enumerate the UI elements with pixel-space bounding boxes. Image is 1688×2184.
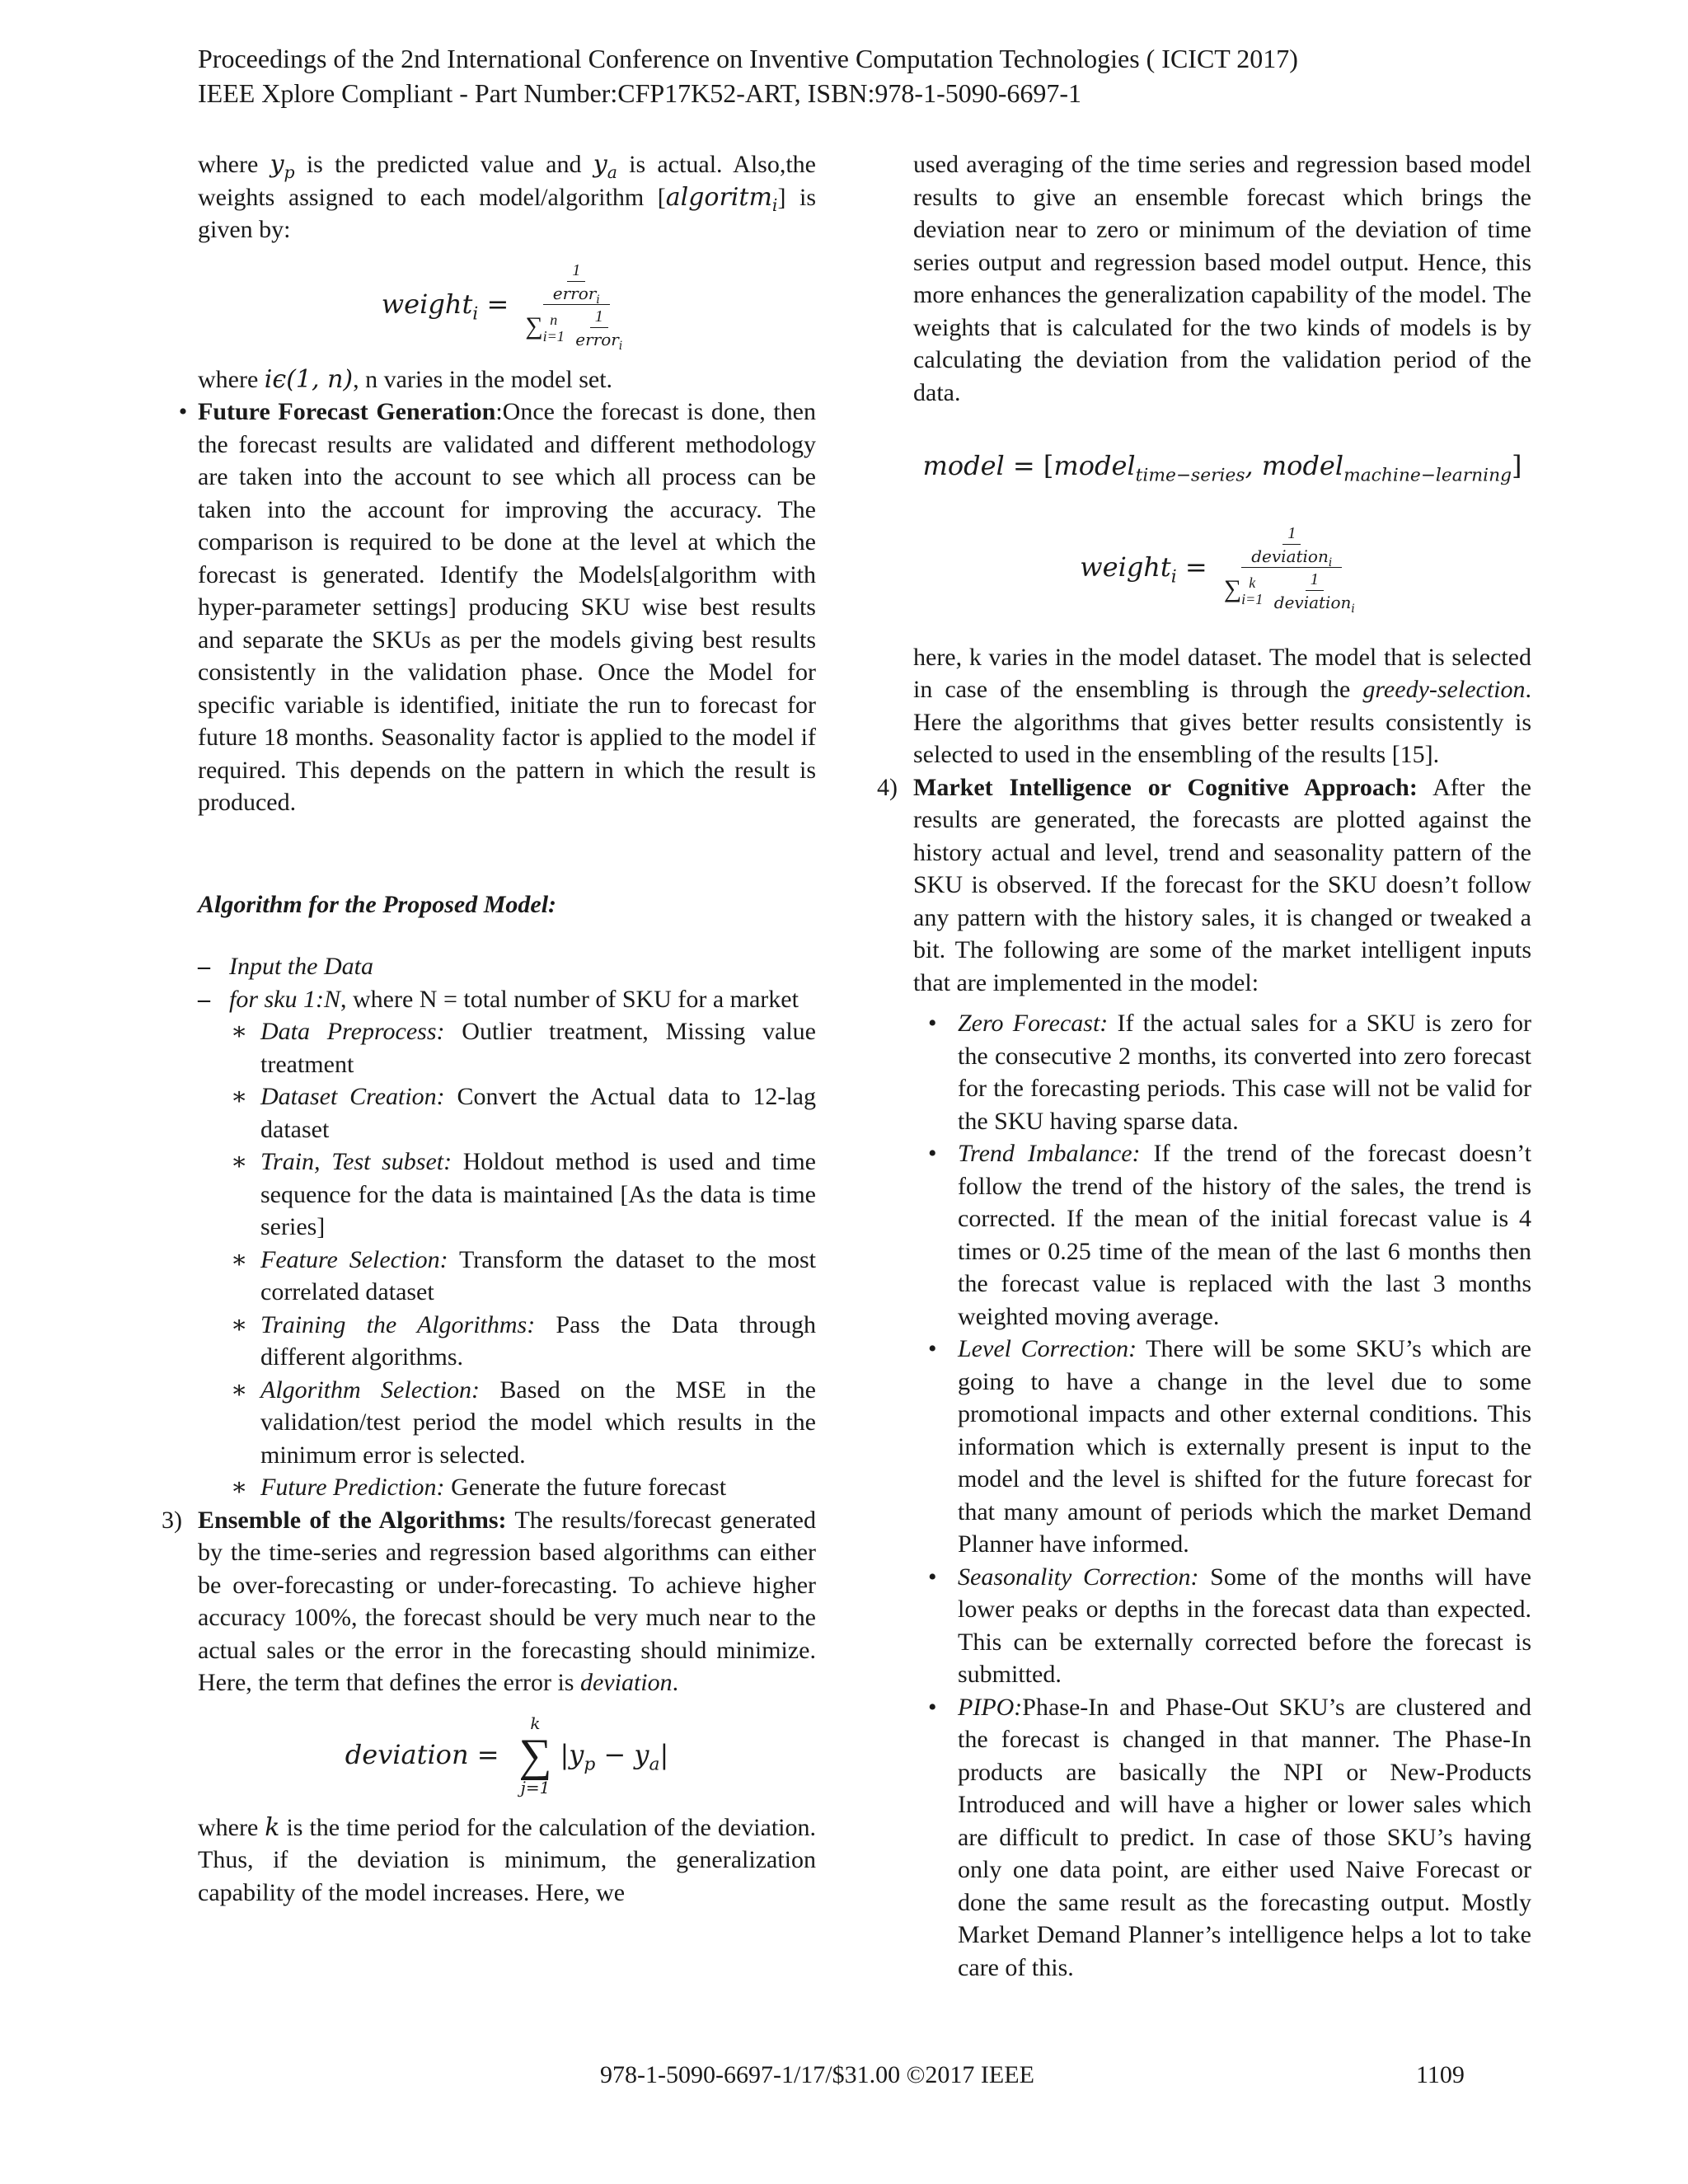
weight-fraction: $\frac{1}{error_i}$ ∑ n i=1 $\frac{1}{error_i}$ — [525, 260, 623, 353]
substep-training: ∗ Training the Algorithms: Pass the Data through different algorithms. — [231, 1310, 816, 1371]
level-correction-item: • Level Correction: There will be some SKU’s which are going to have a change in the level due to some promotional impacts and other external conditions. This information which is externally present is input to the model and the level is shifted for the future forecast for that many amount of periods which the market Demand Planner have informed. — [928, 1335, 1531, 1558]
future-forecast-generation-item: • Future Forecast Generation:Once the forecast is done, then the forecast results are validated and different methodology are taken into the account to see which all process can be taken into the account for improving the accuracy. The comparison is required to be done at the level at which the forecast is generated. Identify the Models[algorithm with hyper-parameter settings] producing SKU wise best results and separate the SKUs as per the models giving best results consistently in the validation phase. Once the Model for specific variable is identified, initiate the run to forecast for future 18 months. Seasonality factor is applied to the model if required. This depends on the pattern in which the result is produced. — [171, 396, 816, 819]
weight-error-equation: weight$_i$ = $\frac{1}{error_i}$ ∑ n i=1 $\frac{1}{error_i}$ — [198, 261, 816, 349]
ensemble-continuation: used averaging of the time series and regression based model results to give an ensemble forecast which brings the deviation near to zero or minimum of the deviation of time series output and regression based model output. Hence, this more enhances the generalization capability of the model. The weights that is calculated for the two kinds of models is by calculating the deviation from the validation period of the data. — [913, 151, 1531, 406]
model-equation: model = [model$_{time-series}$, model$_{machine-learning}$] — [922, 450, 1522, 486]
intro-paragraph: where $y_p$ is the predicted value and $y_a$ is actual. Also,the weights assigned to each model/algorithm [algoritm$_i$] is given by: — [198, 150, 817, 243]
index-range-text: where iϵ(1, n), n varies in the model set. — [198, 364, 613, 394]
deviation-equation: deviation = k ∑ j=1 $|y_p - y_a|$ — [345, 1713, 669, 1797]
pipo-item: • PIPO:Phase-In and Phase-Out SKU’s are clustered and the forecast is changed in that manner. The Phase-In products are basically the NPI or New-Products Introduced and will have a higher or lower sales which are difficult to predict. In case of those SKU’s having only one data point, are either used Naive Forecast or done the same result as the forecasting output. Mostly Market Demand Planner’s intelligence helps a lot to take care of this. — [928, 1693, 1531, 1981]
trend-imbalance-item: • Trend Imbalance: If the trend of the forecast doesn’t follow the trend of the history of the sales, the trend is corrected. If the mean of the initial forecast value is 4 times or 0.25 time of the mean of the last 6 months then the forecast value is replaced with the last 3 months weighted moving average. — [928, 1140, 1531, 1330]
market-intelligence-section: 4) Market Intelligence or Cognitive Approach: After the results are generated, the forecasts are plotted against the history actual and level, trend and seasonality pattern of the SKU is observed. If the forecast for the SKU doesn’t follow any pattern with the history sales, it is changed or tweaked a bit. The following are some of the market intelligent inputs that are implemented in the model: — [877, 773, 1531, 996]
weight-deviation-fraction: $\frac{1}{deviation_i}$ ∑ k i=1 $\frac{1}{deviation_i}$ — [1223, 523, 1355, 616]
algorithm-heading: Algorithm for the Proposed Model: — [198, 890, 557, 918]
copyright-notice: 978-1-5090-6697-1/17/$31.00 ©2017 IEEE — [600, 2061, 1034, 2088]
substep-feature-selection: ∗ Feature Selection: Transform the dataset to the most correlated dataset — [231, 1245, 816, 1305]
substep-dataset-creation: ∗ Dataset Creation: Convert the Actual data to 12-lag dataset — [231, 1083, 816, 1143]
bullet-marker: • — [178, 398, 188, 425]
substep-train-test: ∗ Train, Test subset: Holdout method is used and time sequence for the data is maintained [As the data is time series] — [231, 1148, 816, 1240]
substep-data-preprocess: ∗ Data Preprocess: Outlier treatment, Missing value treatment — [231, 1018, 817, 1078]
sum-operator: k ∑ j=1 — [518, 1713, 552, 1797]
weight-deviation-equation: weight$_i$ = $\frac{1}{deviation_i}$ ∑ k i=1 $\frac{1}{deviation_i}$ — [913, 524, 1531, 612]
left-column — [162, 148, 817, 1909]
right-column — [877, 148, 1531, 1984]
header-line-1: Proceedings of the 2nd International Conference on Inventive Computation Technologies ( ICICT 2017) — [198, 44, 1298, 73]
ensemble-section: 3) Ensemble of the Algorithms: The results/forecast generated by the time-series and regression based algorithms can either be over-forecasting or under-forecasting. To achieve higher accuracy 100%, the forecast should be very much near to the actual sales or the error in the forecasting should minimize. Here, the term that defines the error is deviation. — [162, 1506, 816, 1696]
algorithm-step-loop: – for sku 1:N, where N = total number of SKU for a market — [198, 985, 799, 1013]
header-line-2: IEEE Xplore Compliant - Part Number:CFP17K52-ART, ISBN:978-1-5090-6697-1 — [198, 78, 1082, 108]
greedy-selection-paragraph: here, k varies in the model dataset. The model that is selected in case of the ensembling is through the greedy-selection. Here the algorithms that gives better results consistently is selected to used in the ensembling of the results [15]. — [913, 643, 1531, 768]
algorithm-steps — [198, 950, 816, 1504]
deviation-explanation: where k is the time period for the calculation of the deviation. Thus, if the deviation is minimum, the generalization capability of the model increases. Here, we — [198, 1812, 816, 1906]
page-number: 1109 — [1416, 2061, 1465, 2088]
substep-future-prediction: ∗ Future Prediction: Generate the future forecast — [231, 1474, 727, 1501]
substep-algorithm-selection: ∗ Algorithm Selection: Based on the MSE in the validation/test period the model which results in the minimum error is selected. — [231, 1376, 816, 1469]
seasonality-correction-item: • Seasonality Correction: Some of the months will have lower peaks or depths in the forecast data than expected. This can be externally corrected before the forecast is submitted. — [928, 1563, 1531, 1688]
zero-forecast-item: • Zero Forecast: If the actual sales for a SKU is zero for the consecutive 2 months, its converted into zero forecast for the forecasting periods. This case will not be valid for the SKU having sparse data. — [928, 1010, 1531, 1135]
algorithm-step-input: – Input the Data — [198, 953, 373, 980]
proceedings-header — [198, 41, 1298, 110]
